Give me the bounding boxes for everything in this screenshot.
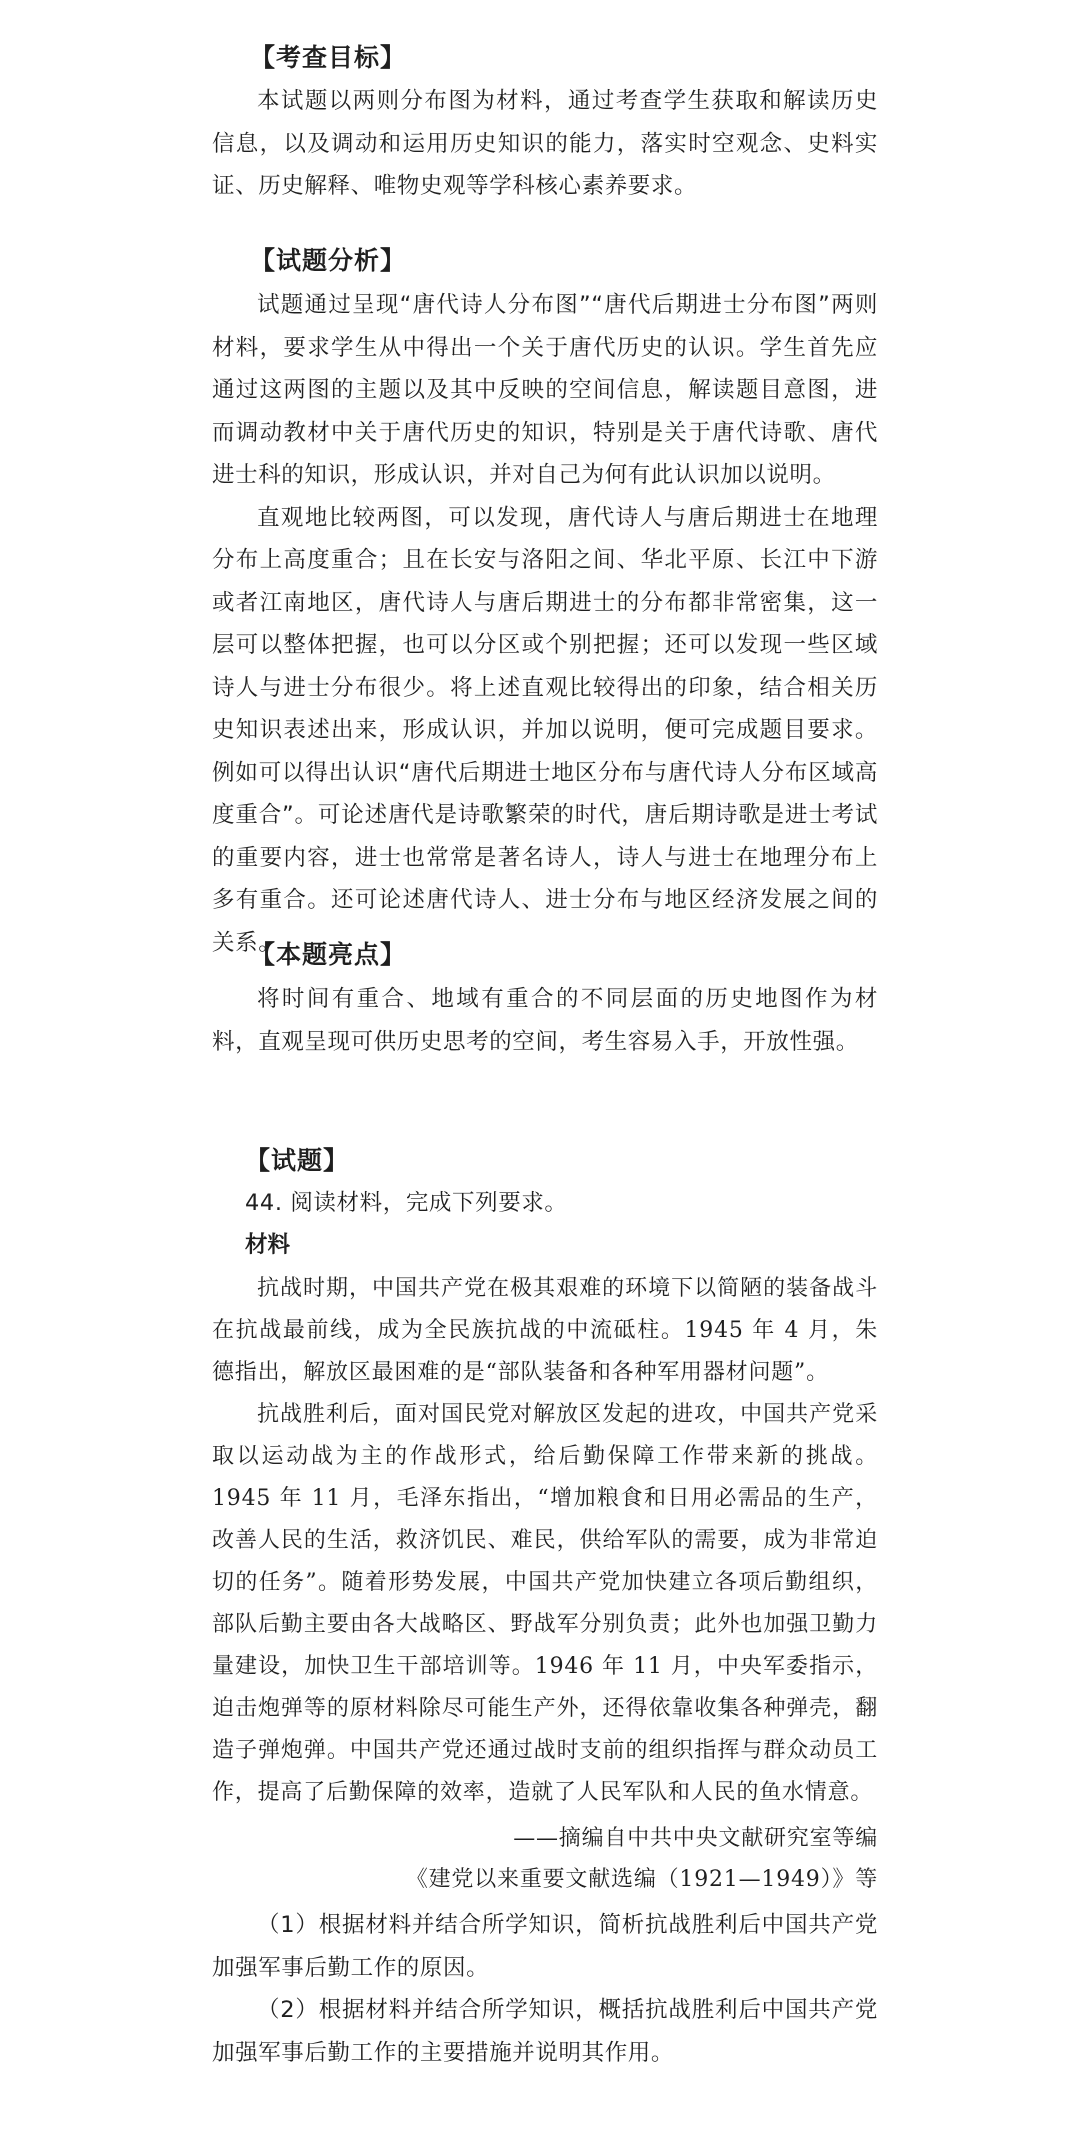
material-paragraph: 抗战胜利后，面对国民党对解放区发起的进攻，中国共产党采取以运动战为主的作战形式，给后勤保障工作带来新的挑战。1945 年 11 月，毛泽东指出，“增加粮食和日用必需品的生产，改善人民的生活，救济饥民、难民，供给军队的需要，成为非常迫切的任务”。随着形势发展，中国共产党加快建立各项后勤组织，部队后勤主要由各大战略区、野战军分别负责；此外也加强卫勤力量建设，加快卫生干部培训等。1946 年 11 月，中央军委指示，迫击炮弹等的原材料除尽可能生产外，还得依靠收集各种弹壳，翻造子弹炮弹。中国共产党还通过战时支前的组织指挥与群众动员工作，提高了后勤保障的效率，造就了人民军队和人民的鱼水情意。 [212, 1402, 878, 1805]
question-analysis-body [212, 284, 878, 964]
sub-question-1: （1）根据材料并结合所学知识，简析抗战胜利后中国共产党加强军事后勤工作的原因。 [212, 1912, 878, 1981]
highlight-paragraph: 将时间有重合、地域有重合的不同层面的历史地图作为材料，直观呈现可供历史思考的空间，考生容易入手，开放性强。 [212, 986, 878, 1055]
material-paragraph: 抗战时期，中国共产党在极其艰难的环境下以简陋的装备战斗在抗战最前线，成为全民族抗战的中流砥柱。1945 年 4 月，朱德指出，解放区最困难的是“部队装备和各种军用器材问题”。 [212, 1276, 878, 1385]
material-label: 材料 [245, 1232, 291, 1258]
analysis-paragraph: 试题通过呈现“唐代诗人分布图”“唐代后期进士分布图”两则材料，要求学生从中得出一个关于唐代历史的认识。学生首先应通过这两图的主题以及其中反映的空间信息，解读题目意图，进而调动教材中关于唐代历史的知识，特别是关于唐代诗歌、唐代进士科的知识，形成认识，并对自己为何有此认识加以说明。 [212, 292, 878, 488]
exam-goal-paragraph: 本试题以两则分布图为材料，通过考查学生获取和解读历史信息，以及调动和运用历史知识的能力，落实时空观念、史料实证、历史解释、唯物史观等学科核心素养要求。 [212, 88, 878, 199]
heading-question: 【试题】 [245, 1146, 350, 1175]
sub-questions [212, 1904, 878, 2074]
analysis-paragraph: 直观地比较两图，可以发现，唐代诗人与唐后期进士在地理分布上高度重合；且在长安与洛阳之间、华北平原、长江中下游或者江南地区，唐代诗人与唐后期进士的分布都非常密集，这一层可以整体把握，也可以分区或个别把握；还可以发现一些区域诗人与进士分布很少。将上述直观比较得出的印象，结合相关历史知识表述出来，形成认识，并加以说明，便可完成题目要求。例如可以得出认识“唐代后期进士地区分布与唐代诗人分布区域高度重合”。可论述唐代是诗歌繁荣的时代，唐后期诗歌是进士考试的重要内容，进士也常常是著名诗人，诗人与进士在地理分布上多有重合。还可论述唐代诗人、进士分布与地区经济发展之间的关系。 [212, 504, 878, 956]
source-attribution-line1: ——摘编自中共中央文献研究室等编 [513, 1826, 878, 1851]
heading-highlight: 【本题亮点】 [250, 940, 407, 969]
heading-exam-goal: 【考查目标】 [250, 43, 407, 72]
highlight-body [212, 978, 878, 1063]
question-number-line: 44. 阅读材料，完成下列要求。 [245, 1190, 568, 1216]
sub-question-2: （2）根据材料并结合所学知识，概括抗战胜利后中国共产党加强军事后勤工作的主要措施并说明其作用。 [212, 1997, 878, 2066]
heading-question-analysis: 【试题分析】 [250, 246, 407, 275]
source-attribution-line2: 《建党以来重要文献选编（1921—1949）》等 [405, 1867, 878, 1892]
material-body [212, 1268, 878, 1814]
exam-goal-body [212, 80, 878, 208]
